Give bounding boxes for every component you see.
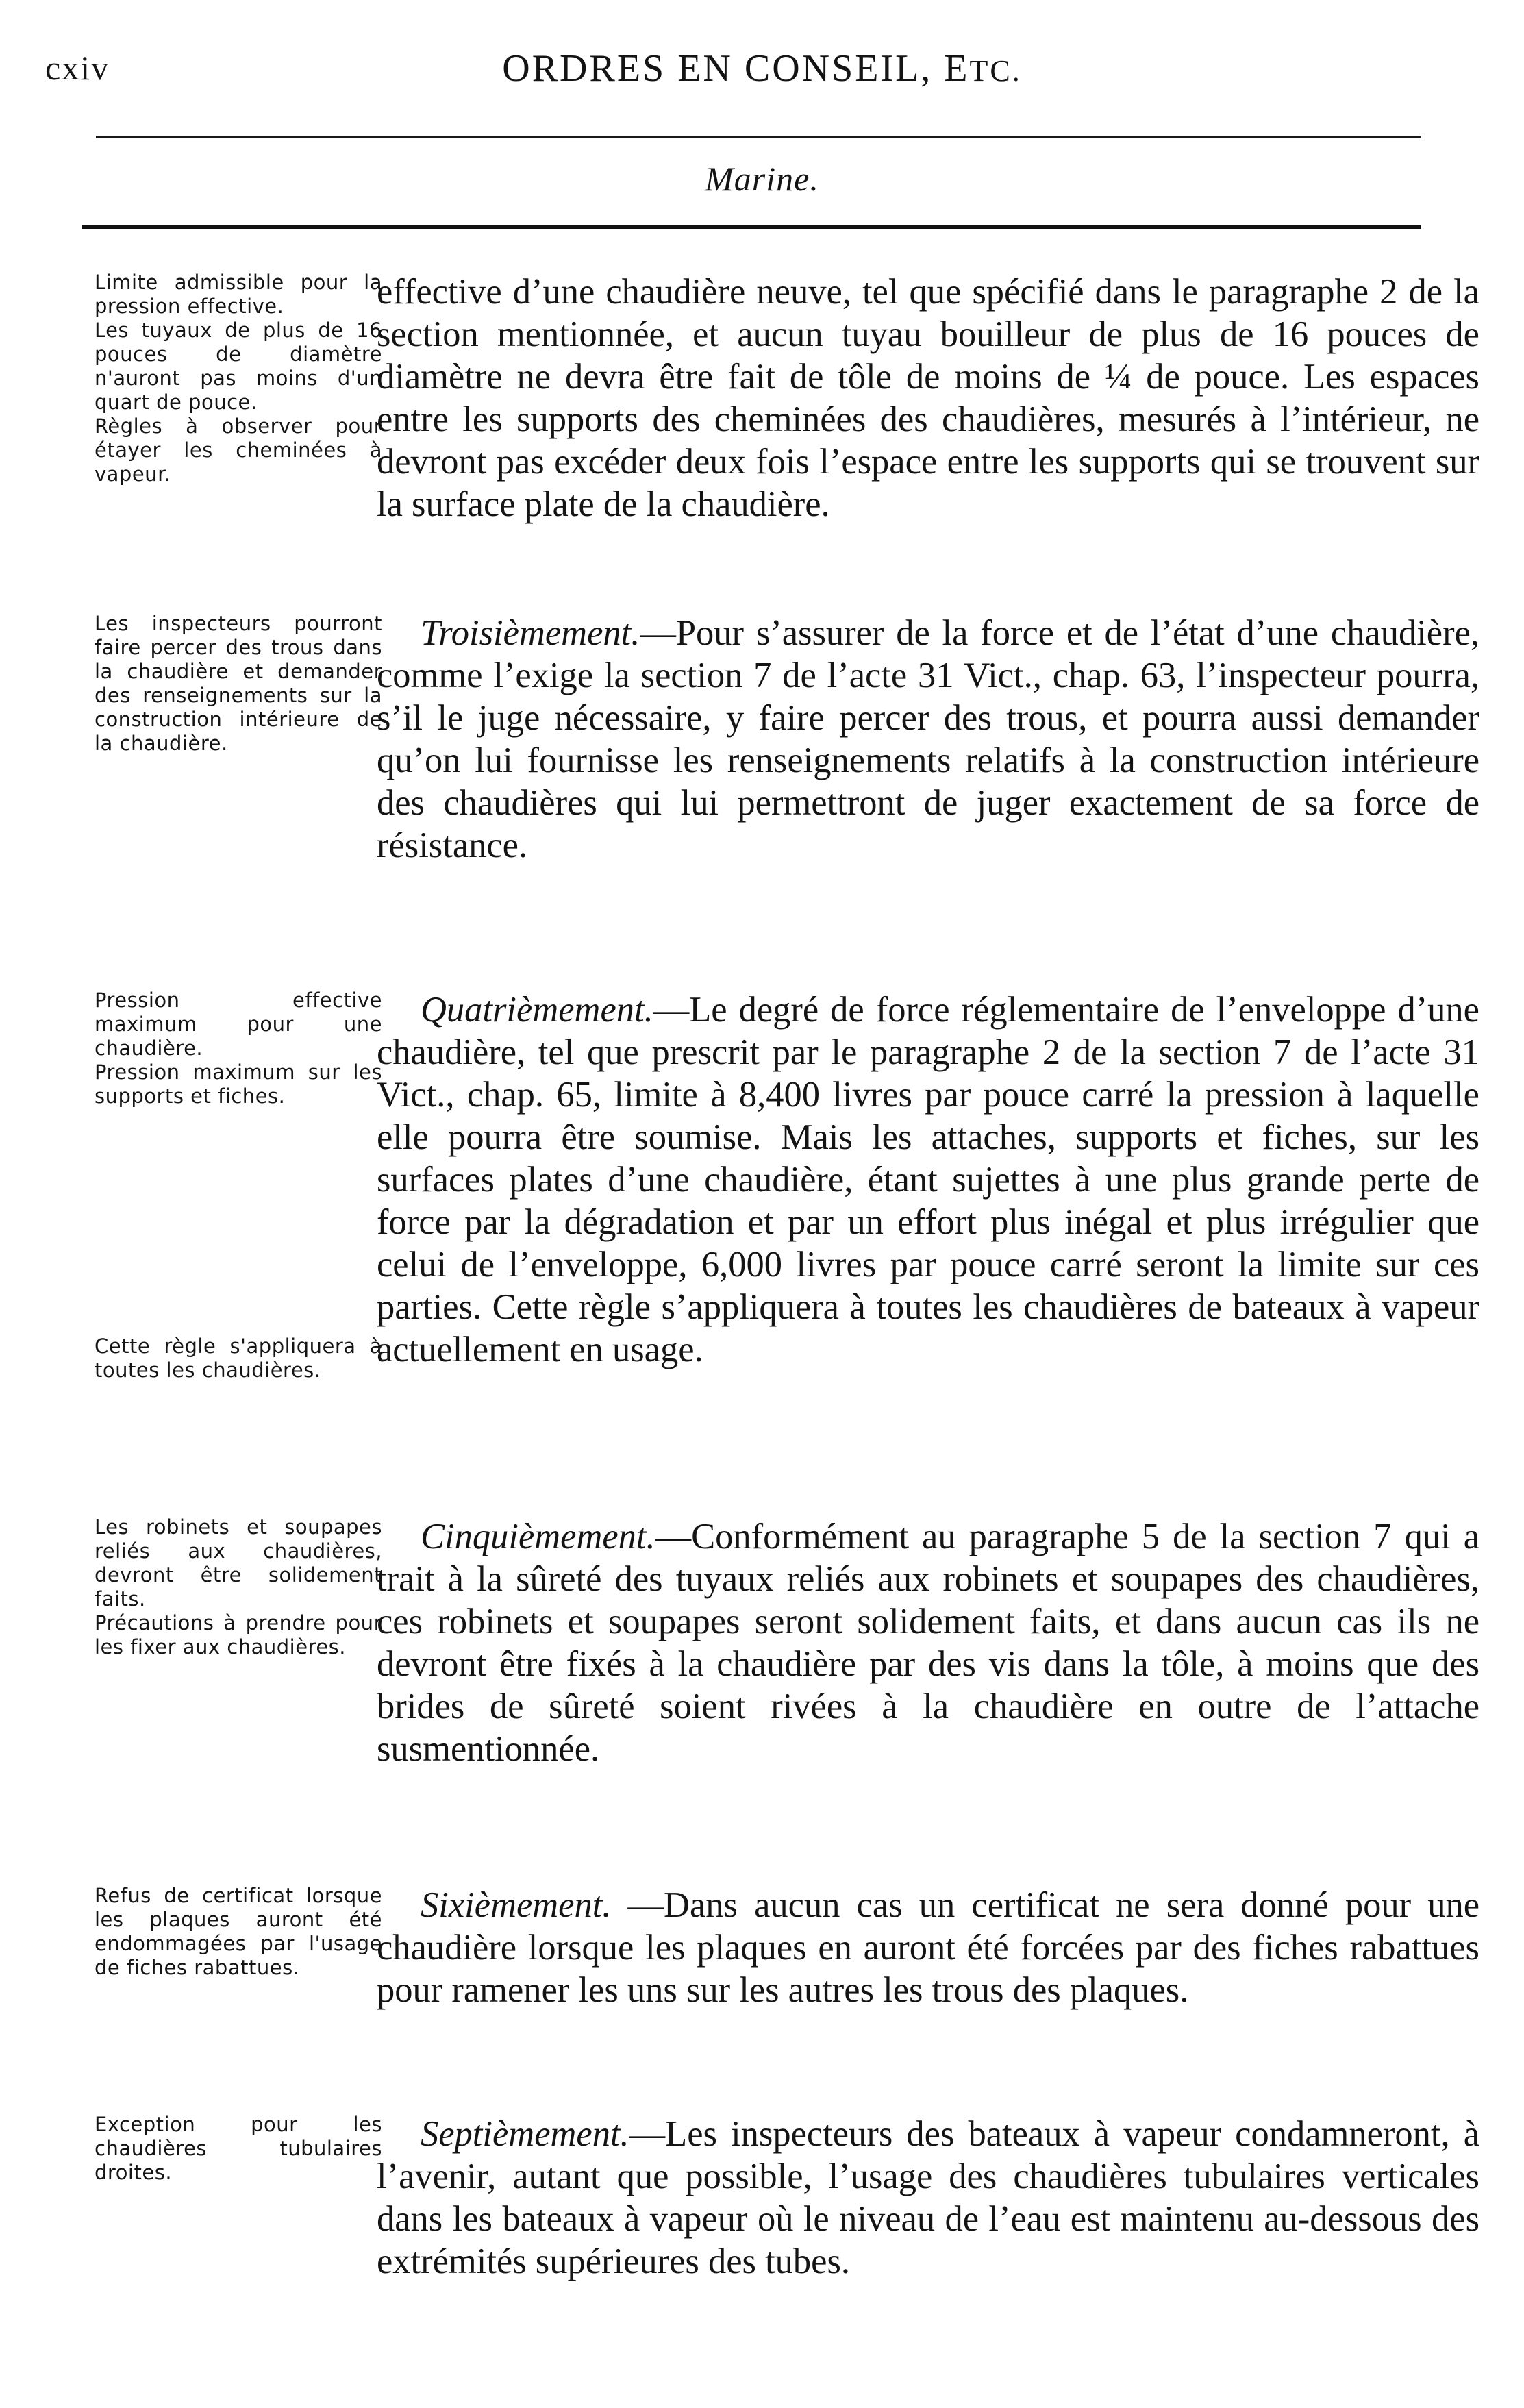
paragraph-heading: Septièmement.: [421, 2114, 629, 2154]
header-rule: [96, 136, 1421, 138]
margin-note-line: Refus de certificat lorsque les plaques auront été endommagées par l'usage de fiches rabattues.: [95, 1884, 382, 1979]
paragraph: [377, 612, 1479, 867]
paragraph: [377, 989, 1479, 1371]
paragraph: [377, 1515, 1479, 1770]
margin-note: [95, 271, 382, 486]
paragraph-text: —Le degré de force réglementaire de l’enveloppe d’une chaudière, tel que prescrit par le paragraphe 2 de la section 7 de l’acte 31 Vict., chap. 65, limite à 8,400 livres par pouce carré la pression à laquelle elle pourra être soumise. Mais les attaches, supports et fiches, sur les surfaces plates d’une chaudière, étant sujettes à une plus grande perte de force par la dégradation et par un effort plus inégal et plus irrégulier que celui de l’enveloppe, 6,000 livres par pouce carré seront la limite sur ces parties. Cette règle s’appliquera à toutes les chaudières de bateaux à vapeur actuellement en usage.: [377, 990, 1479, 1369]
margin-note-line: Précautions à prendre pour les fixer aux chaudières.: [95, 1611, 382, 1659]
margin-note-line: Exception pour les chaudières tubulaires droites.: [95, 2113, 382, 2184]
paragraph-text: —Pour s’assurer de la force et de l’état d’une chaudière, comme l’exige la section 7 de l’acte 31 Vict., chap. 63, l’inspecteur pourra, s’il le juge nécessaire, y faire percer des trous, et pourra aussi demander qu’on lui fournisse les renseignements relatifs à la construction intérieure des chaudières qui lui permettront de juger exactement de sa force de résistance.: [377, 613, 1479, 865]
subheading-rule: [82, 225, 1421, 229]
margin-note-line: Limite admissible pour la pression effective.: [95, 271, 382, 318]
paragraph-heading: Quatrièmement.: [421, 990, 653, 1030]
running-head-main: ORDRES EN CONSEIL, E: [502, 47, 970, 90]
paragraph: [377, 1884, 1479, 2011]
margin-note-line: Règles à observer pour étayer les cheminées à vapeur.: [95, 414, 382, 486]
paragraph-text: effective d’une chaudière neuve, tel que spécifié dans le paragraphe 2 de la section mentionnée, et aucun tuyau bouilleur de plus de 16 pouces de diamètre ne devra être fait de tôle de moins de ¼ de pouce. Les espaces entre les supports des cheminées des chaudières, mesurés à l’intérieur, ne devront pas excéder deux fois l’espace entre les supports qui se trouvent sur la surface plate de la chaudière.: [377, 272, 1479, 524]
margin-note-line: Pression maximum sur les supports et fiches.: [95, 1060, 382, 1108]
paragraph-text: —Les inspecteurs des bateaux à vapeur condamneront, à l’avenir, autant que possible, l’usage des chaudières tubulaires verticales dans les bateaux à vapeur où le niveau de l’eau est maintenu au-dessous des extrémités supérieures des tubes.: [377, 2114, 1479, 2281]
paragraph-text: —Dans aucun cas un certificat ne sera donné pour une chaudière lorsque les plaques en auront été forcées par des fiches rabattues pour ramener les uns sur les autres les trous des plaques.: [377, 1885, 1479, 2010]
section-subheading: Marine.: [705, 160, 819, 198]
paragraph: [377, 271, 1479, 525]
page-number: cxiv: [45, 49, 110, 87]
running-head: [0, 47, 1524, 90]
margin-note: [95, 2113, 382, 2185]
paragraph-text: —Conformément au paragraphe 5 de la section 7 qui a trait à la sûreté des tuyaux reliés aux robinets et soupapes des chaudières, ces robinets et soupapes seront solidement faits, et dans aucun cas ils ne devront être fixés à la chaudière par des vis dans la tôle, à moins que des brides de sûreté soient rivées à la chaudière en outre de l’attache susmentionnée.: [377, 1517, 1479, 1769]
margin-note-line: Les inspecteurs pourront faire percer des trous dans la chaudière et demander des renseignements sur la construction intérieure de la chaudière.: [95, 612, 382, 755]
paragraph-heading: Sixièmement.: [421, 1885, 612, 1925]
margin-note-line: Les robinets et soupapes reliés aux chaudières, devront être solidement faits.: [95, 1515, 382, 1611]
margin-note: [95, 989, 382, 1108]
margin-note: [95, 1884, 382, 1980]
margin-note-line: Cette règle s'appliquera à toutes les chaudières.: [95, 1335, 382, 1382]
paragraph-heading: Troisièmement.: [421, 613, 640, 653]
paragraph: [377, 2113, 1479, 2283]
margin-note-line: Les tuyaux de plus de 16 pouces de diamètre n'auront pas moins d'un quart de pouce.: [95, 319, 382, 414]
paragraph-heading: Cinquièmement.: [421, 1517, 655, 1556]
margin-note-line: Pression effective maximum pour une chaudière.: [95, 989, 382, 1060]
margin-note: [95, 1515, 382, 1659]
running-head-small-caps: TC.: [969, 54, 1022, 88]
margin-note: [95, 612, 382, 756]
margin-note: [95, 1335, 382, 1382]
